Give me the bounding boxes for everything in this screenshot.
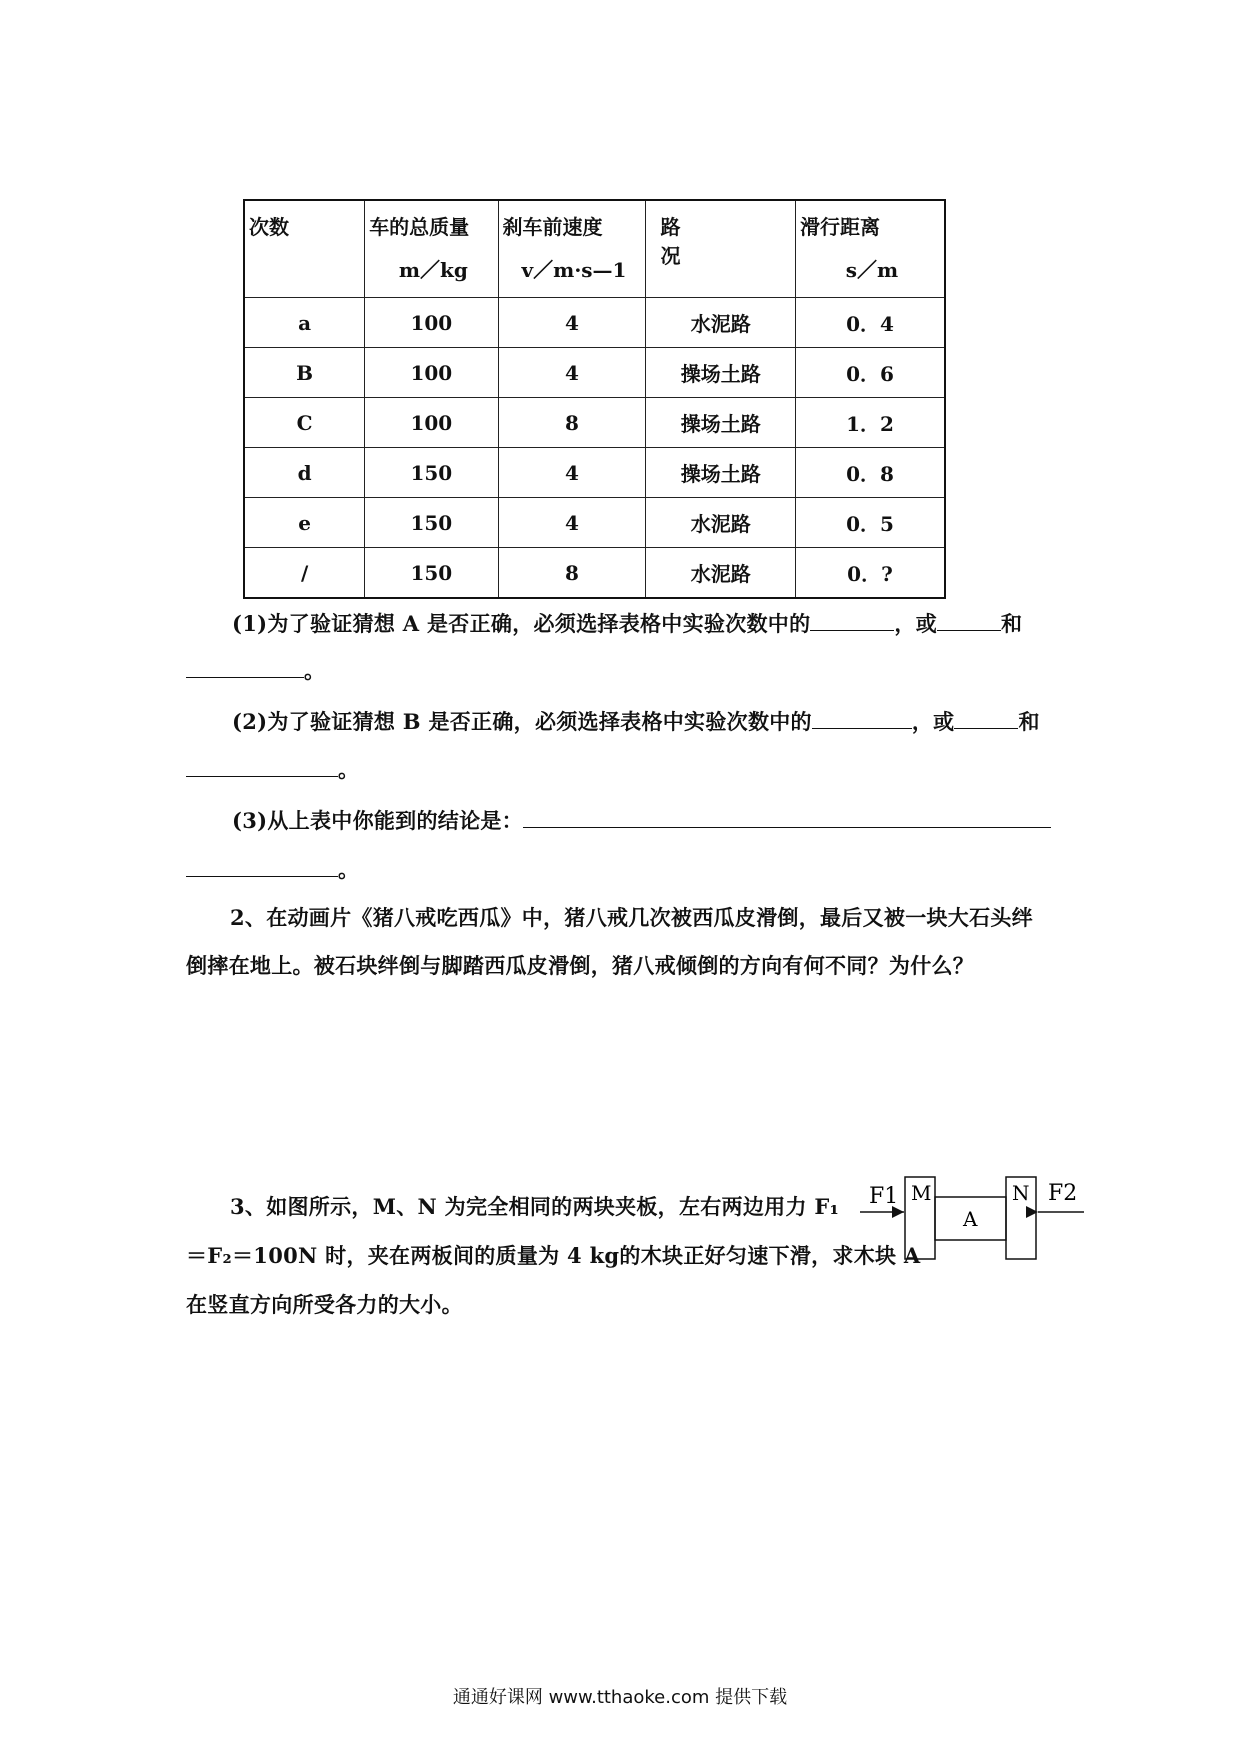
question-3 [232, 805, 1051, 835]
table-cell: 8 [498, 548, 646, 599]
question-text: 和 [1001, 611, 1023, 636]
table-cell: 4 [498, 348, 646, 398]
header-cell-mass [365, 200, 498, 298]
table-cell: 0．4 [795, 298, 945, 348]
question-3-cont [186, 854, 359, 884]
table-cell: / [244, 548, 365, 599]
question-text: 和 [1018, 709, 1040, 734]
force-diagram [852, 1168, 1092, 1262]
question-text: ，或 [894, 611, 938, 636]
header-text: 次数 [249, 215, 289, 239]
block-a-label: A [963, 1207, 978, 1231]
answer-blank[interactable] [186, 655, 304, 678]
header-unit: m／kg [398, 258, 468, 282]
question-1-cont [186, 655, 325, 685]
table-cell: 8 [498, 398, 646, 448]
table-cell: 4 [498, 448, 646, 498]
answer-blank[interactable] [186, 754, 338, 777]
answer-blank[interactable] [523, 805, 1051, 828]
header-cell-distance [795, 200, 945, 298]
header-cell-road [646, 200, 796, 298]
question-text: 。 [338, 857, 360, 882]
table-cell: 操场土路 [646, 398, 796, 448]
problem-3-line-1: 3、如图所示，M、N 为完全相同的两块夹板，左右两边用力 F₁ [230, 1194, 840, 1219]
answer-blank[interactable] [812, 706, 912, 729]
problem-2-line-2: 倒摔在地上。被石块绊倒与脚踏西瓜皮滑倒，猪八戒倾倒的方向有何不同？为什么？ [186, 953, 975, 978]
force-f2-label: F2 [1048, 1181, 1078, 1206]
plate-n-label: N [1012, 1181, 1030, 1205]
header-text: 刹车前速度 [502, 215, 603, 239]
table-row [244, 298, 945, 348]
table-cell: B [244, 348, 365, 398]
question-2 [232, 706, 1040, 736]
table-cell: 150 [365, 498, 498, 548]
problem-3-line-3: 在竖直方向所受各力的大小。 [186, 1292, 463, 1317]
force-f1-label: F1 [869, 1184, 899, 1209]
table-cell: 0．? [795, 548, 945, 599]
table-cell: 水泥路 [646, 498, 796, 548]
table-cell: 1．2 [795, 398, 945, 448]
table-cell: 操场土路 [646, 448, 796, 498]
table-cell: 100 [365, 298, 498, 348]
header-text: 路 况 [660, 215, 711, 268]
table-cell: a [244, 298, 365, 348]
table-cell: 水泥路 [646, 298, 796, 348]
answer-blank[interactable] [810, 608, 894, 631]
table-cell: 0．8 [795, 448, 945, 498]
question-2-cont [186, 754, 359, 784]
footer-text: 通通好课网 www.tthaoke.com 提供下载 [452, 1687, 788, 1708]
answer-blank[interactable] [954, 706, 1018, 729]
question-text: (1)为了验证猜想 A 是否正确，必须选择表格中实验次数中的 [232, 611, 811, 636]
answer-blank[interactable] [186, 854, 338, 877]
table-cell: 0．5 [795, 498, 945, 548]
table-cell: 100 [365, 348, 498, 398]
table-cell: C [244, 398, 365, 448]
problem-3-line-2: ＝F₂＝100N 时，夹在两板间的质量为 4 kg的木块正好匀速下滑，求木块 A [186, 1243, 921, 1268]
question-text: (2)为了验证猜想 B 是否正确，必须选择表格中实验次数中的 [232, 709, 812, 734]
table-row [244, 548, 945, 599]
table-cell: d [244, 448, 365, 498]
table-cell: 4 [498, 298, 646, 348]
header-cell-speed [498, 200, 646, 298]
question-1 [232, 608, 1022, 638]
header-text: 车的总质量 [369, 215, 470, 239]
table-header-row [244, 200, 945, 298]
table-row [244, 448, 945, 498]
table-cell: 150 [365, 548, 498, 599]
table-row [244, 398, 945, 448]
table-cell: 150 [365, 448, 498, 498]
table-cell: 4 [498, 498, 646, 548]
answer-blank[interactable] [937, 608, 1001, 631]
header-cell-count [244, 200, 365, 298]
question-text: (3)从上表中你能到的结论是： [232, 808, 523, 833]
question-text: ，或 [911, 709, 955, 734]
table-cell: 水泥路 [646, 548, 796, 599]
experiment-table [243, 199, 946, 599]
problem-2-line-1: 2、在动画片《猪八戒吃西瓜》中，猪八戒几次被西瓜皮滑倒，最后又被一块大石头绊 [230, 905, 1034, 930]
table-row [244, 498, 945, 548]
table-row [244, 348, 945, 398]
plate-m-label: M [911, 1181, 932, 1205]
header-text: 滑行距离 [799, 215, 880, 239]
table-cell: 0．6 [795, 348, 945, 398]
question-text: 。 [338, 757, 360, 782]
question-text: 。 [304, 658, 326, 683]
table-cell: e [244, 498, 365, 548]
header-unit: s／m [845, 258, 899, 282]
table-cell: 操场土路 [646, 348, 796, 398]
table-cell: 100 [365, 398, 498, 448]
header-unit: v／m·s—1 [521, 258, 627, 282]
